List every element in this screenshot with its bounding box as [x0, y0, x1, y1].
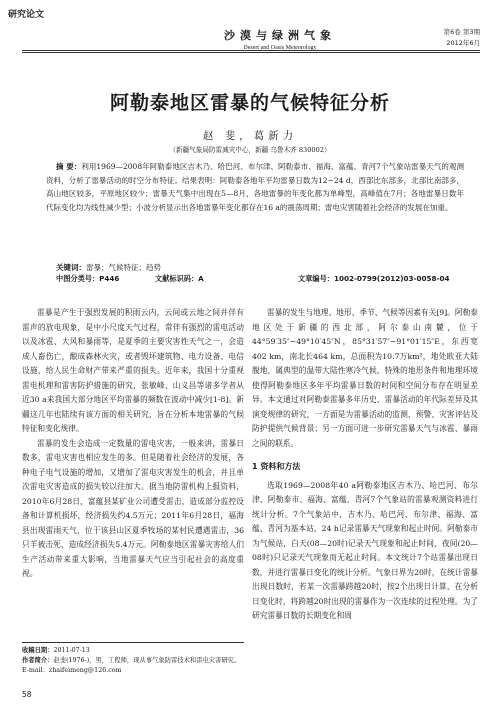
paragraph: 雷暴是产生于强烈发展的积雨云内，云间或云地之间并伴有雷声的放电现象，是中小尺度天气过程，常伴有强烈的雷电活动以及冰雹、大风和暴雨等，是夏季的主要灾害性天气之一，会造成人畜伤亡，酿成森林火灾，或者毁坏建筑物、电力设备、电信设施，给人民生命财产带来严重的损失。近年来，我国十分重视雷电机理和雷害防护措施的研究，张敏峰、山义昌等诸多学者从近30 a来我国大部分地区平均雷暴的频数在波动中减少[1-8]。新疆这几年也陆续有该方面的相关研究，旨在分析本地雷暴的气候特征和变化规律。 — [22, 308, 244, 433]
received-date: 收稿日期：2011-07-13 — [22, 647, 90, 654]
paragraph: 雷暴的发生会造成一定数量的雷电灾害，一般来讲，雷暴日数多，雷电灾害也相应发生的多。但是随着社会经济的发展，各种电子电气设施的增加，又增加了雷电灾害发生的机会，并且单次雷电灾害造成的损失较以往加大。据当地防雷机构上报资料，2010年6月28日，富蕴县某矿业公司遭受雷击，造成部分监控设备和计算机损坏，经济损失约4.5万元；2011年6月28日，福海县出现雷雨天气，位于该县山区夏季牧场的某村民遭遇雷击，36只羊被击死，造成经济损失5.4万元。阿勒泰地区雷暴灾害给人们生产活动带来重大影响，当地雷暴天气应当引起社会的高度重视。 — [22, 438, 244, 578]
doc-code: 文献标识码：A — [155, 274, 204, 283]
body-right-column — [252, 306, 478, 624]
authors: 赵 斐，葛新力 — [202, 130, 298, 142]
paper-title: 阿勒泰地区雷暴的气候特征分析 — [109, 92, 390, 114]
page-number: 58 — [22, 690, 32, 699]
section-tag: 研究论文 — [8, 10, 45, 20]
keywords-text: 雷暴；气候特征；趋势 — [86, 263, 161, 272]
clc-number: 中图分类号：P446 — [56, 274, 120, 283]
author-bio: 作者简介：赵斐(1976-)，男，工程师，现从事气象防雷技术和雷电灾害研究。E-mail：zhaifeimeng@126.com — [22, 657, 241, 674]
paragraph: 雷暴的发生与地理、地形、季节、气候等因素有关[9]。阿勒泰地区处于新疆的西北部，阿尔泰山南麓，位于44°59′35″~49°10′45″N，85°31′57″~91°01′15″E，东西宽402 km，南北长464 km，总面积为10.7万km²，地处欧亚大陆腹地，属典型的温带大陆性寒冷气候，特殊的地形条件和地理环境使得阿勒泰地区多年平均雷暴日数的时间和空间分布存在明显差异。本文通过对阿勒泰雷暴多年历史、雷暴活动的年代际差异及其演变规律的研究，一方面是为雷暴活动的监测、预警、灾害评估及防护提供气候背景；另一方面可进一步研究雷暴天气与冰雹、暴雨之间的联系。 — [252, 308, 478, 448]
abstract — [46, 160, 464, 214]
section-heading: 1 资料和方法 — [252, 462, 301, 471]
issue-info — [444, 27, 480, 49]
journal-header — [180, 27, 380, 51]
affiliation: （新疆气象局防雷减灾中心，新疆 乌鲁木齐 830002） — [169, 146, 331, 154]
keywords — [56, 262, 161, 273]
issue-date: 2012年6月 — [446, 39, 480, 47]
header-rule — [22, 50, 480, 51]
abstract-text: 利用1969—2008年阿勒泰地区吉木乃、哈巴河、布尔津、阿勒泰市、福海、富蕴、青河7个气象站雷暴天气的观测资料，分析了雷暴活动的时空分布特征。结果表明：阿勒泰各地年平均雷暴日数为12~24 d，西部比东部多，北部比南部多，高山地区较多，平原地区较少；雷暴天气集中出现在5—8月，各地雷暴的年变化都为单峰型，高峰值在7月；各地雷暴日数年代际变化均为线性减少型；小波分析显示出各地雷暴年变化都存在16 a的震荡周期；雷电灾害随着社会经济的发展在加重。 — [46, 162, 464, 212]
keywords-label: 关键词： — [56, 263, 86, 272]
body-left-column — [22, 306, 244, 582]
article-id: 文章编号：1002-0799(2012)03-0058-04 — [298, 274, 450, 283]
journal-name-en: Desert and Oasis Meteorology — [243, 45, 317, 51]
header-rule-thin — [22, 52, 480, 53]
footnote — [22, 642, 244, 676]
journal-name-cn: 沙漠与绿洲气象 — [224, 29, 336, 42]
volume-issue: 第6卷 第3期 — [443, 28, 480, 36]
abstract-label: 摘 要： — [56, 162, 82, 171]
paragraph: 选取1969—2008年40 a阿勒泰地区吉木乃、哈巴河、布尔津、阿勒泰市、福海、富蕴、青河7个气象站的雷暴观测资料进行统计分析。7个气象站中，吉木乃、哈巴河、布尔津、福海、富蕴、青河为基本站，24 h记录雷暴天气现象和起止时间。阿勒泰市为气候站，白天(08—20时)记录天气现象和起止时间，夜间(20—08时)只记录天气现象而无起止时间。本文统计7个站雷暴出现日数，并进行雷暴日变化的统计分析。气象日界为20时，在统计雷暴出现日数时，若某一次雷暴跨越20时，按2个出现日计算，在分析日变化时，将跨越20时出现的雷暴作为一次连续的过程处理。为了研究雷暴日数的长期变化和周 — [252, 480, 478, 620]
